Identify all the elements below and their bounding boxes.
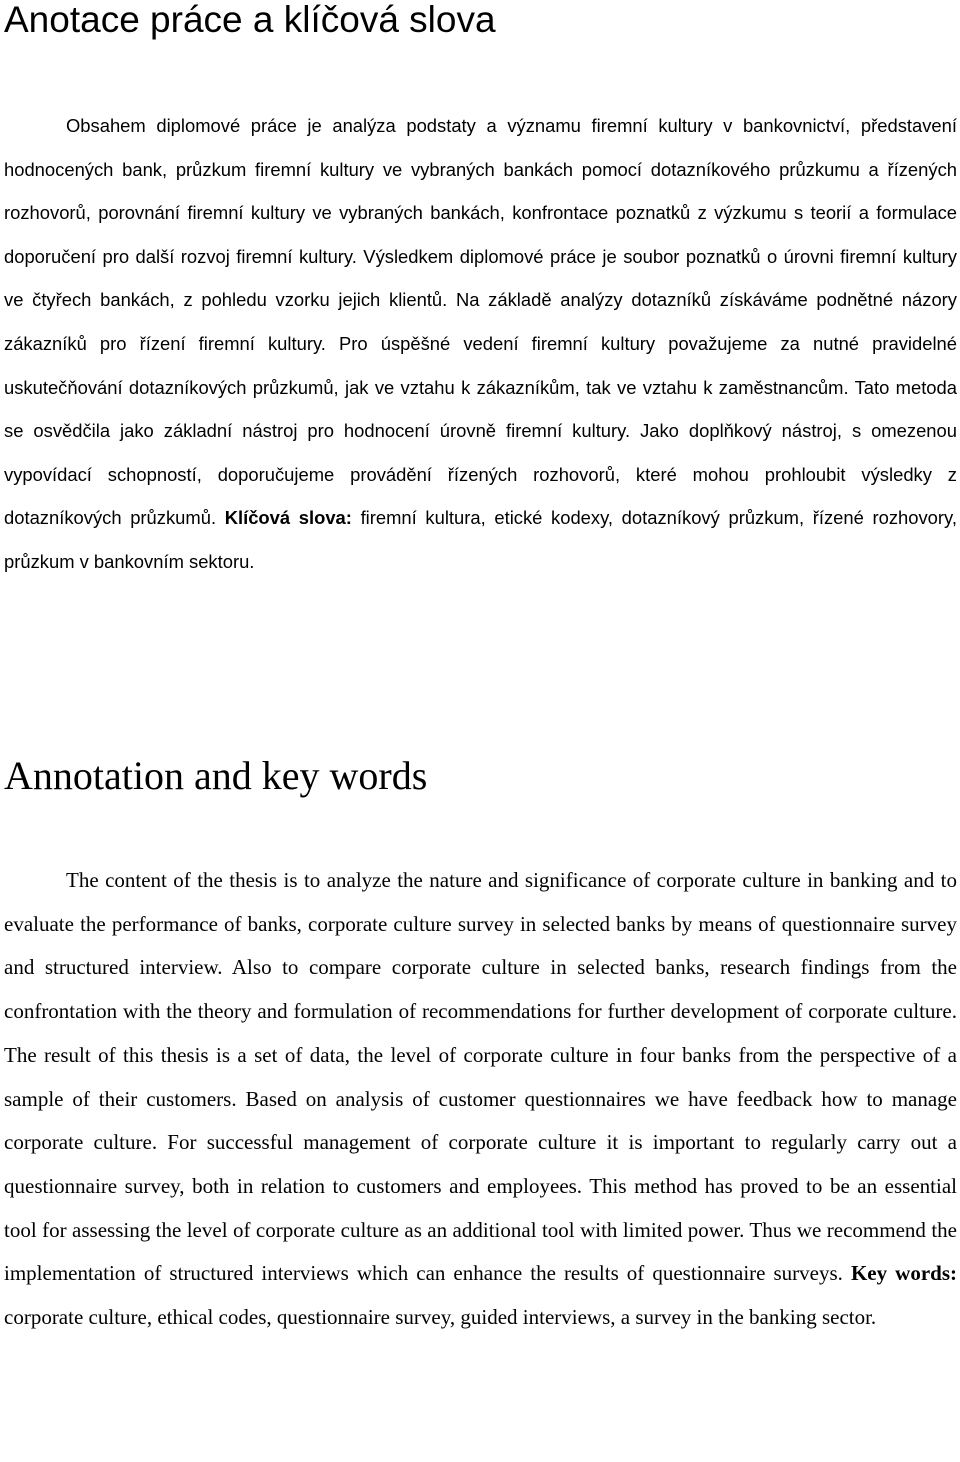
czech-annotation-text: Obsahem diplomové práce je analýza podstaty a významu firemní kultury v bankovnictví, představení hodnocených bank, průzkum firemní kultury ve vybraných bankách pomocí dotazníkového průzkumu a řízených rozhovorů, porovnání firemní kultury ve vybraných bankách, konfrontace poznatků z výzkumu s teorií a formulace doporučení pro další rozvoj firemní kultury. Výsledkem diplomové práce je soubor poznatků o úrovni firemní kultury ve čtyřech bankách, z pohledu vzorku jejich klientů. Na základě analýzy dotazníků získáváme podnětné názory zákazníků pro řízení firemní kultury. Pro úspěšné vedení firemní kultury považujeme za nutné pravidelné uskutečňování dotazníkových průzkumů, jak ve vztahu k zákazníkům, tak ve vztahu k zaměstnancům. Tato metoda se osvědčila jako základní nástroj pro hodnocení úrovně firemní kultury. Jako doplňkový nástroj, s omezenou vypovídací schopností, doporučujeme provádění řízených rozhovorů, které mohou prohloubit výsledky z dotazníkových průzkumů.	[4, 115, 957, 529]
english-keywords-text: corporate culture, ethical codes, questionnaire survey, guided interviews, a survey in the banking sector.	[4, 1305, 877, 1330]
english-annotation-heading: Annotation and key words	[4, 753, 428, 798]
czech-keywords-label: Klíčová slova:	[224, 507, 352, 529]
czech-annotation-heading: Anotace práce a klíčová slova	[4, 0, 496, 40]
english-annotation-text: The content of the thesis is to analyze the nature and significance of corporate culture in banking and to evaluate the performance of banks, corporate culture survey in selected banks by means of questionnaire survey and structured interview. Also to compare corporate culture in selected banks, research findings from the confrontation with the theory and formulation of recommendations for further development of corporate culture. The result of this thesis is a set of data, the level of corporate culture in four banks from the perspective of a sample of their customers. Based on analysis of customer questionnaires we have feedback how to manage corporate culture. For successful management of corporate culture it is important to regularly carry out a questionnaire survey, both in relation to customers and employees. This method has proved to be an essential tool for assessing the level of corporate culture as an additional tool with limited power. Thus we recommend the implementation of structured interviews which can enhance the results of questionnaire surveys.	[4, 868, 957, 1286]
czech-annotation-paragraph	[4, 104, 957, 584]
english-keywords-label: Key words:	[850, 1261, 957, 1286]
czech-keywords-text: firemní kultura, etické kodexy, dotazníkový průzkum, řízené rozhovory, průzkum v bankovním sektoru.	[4, 507, 957, 572]
english-annotation-paragraph	[4, 859, 957, 1340]
